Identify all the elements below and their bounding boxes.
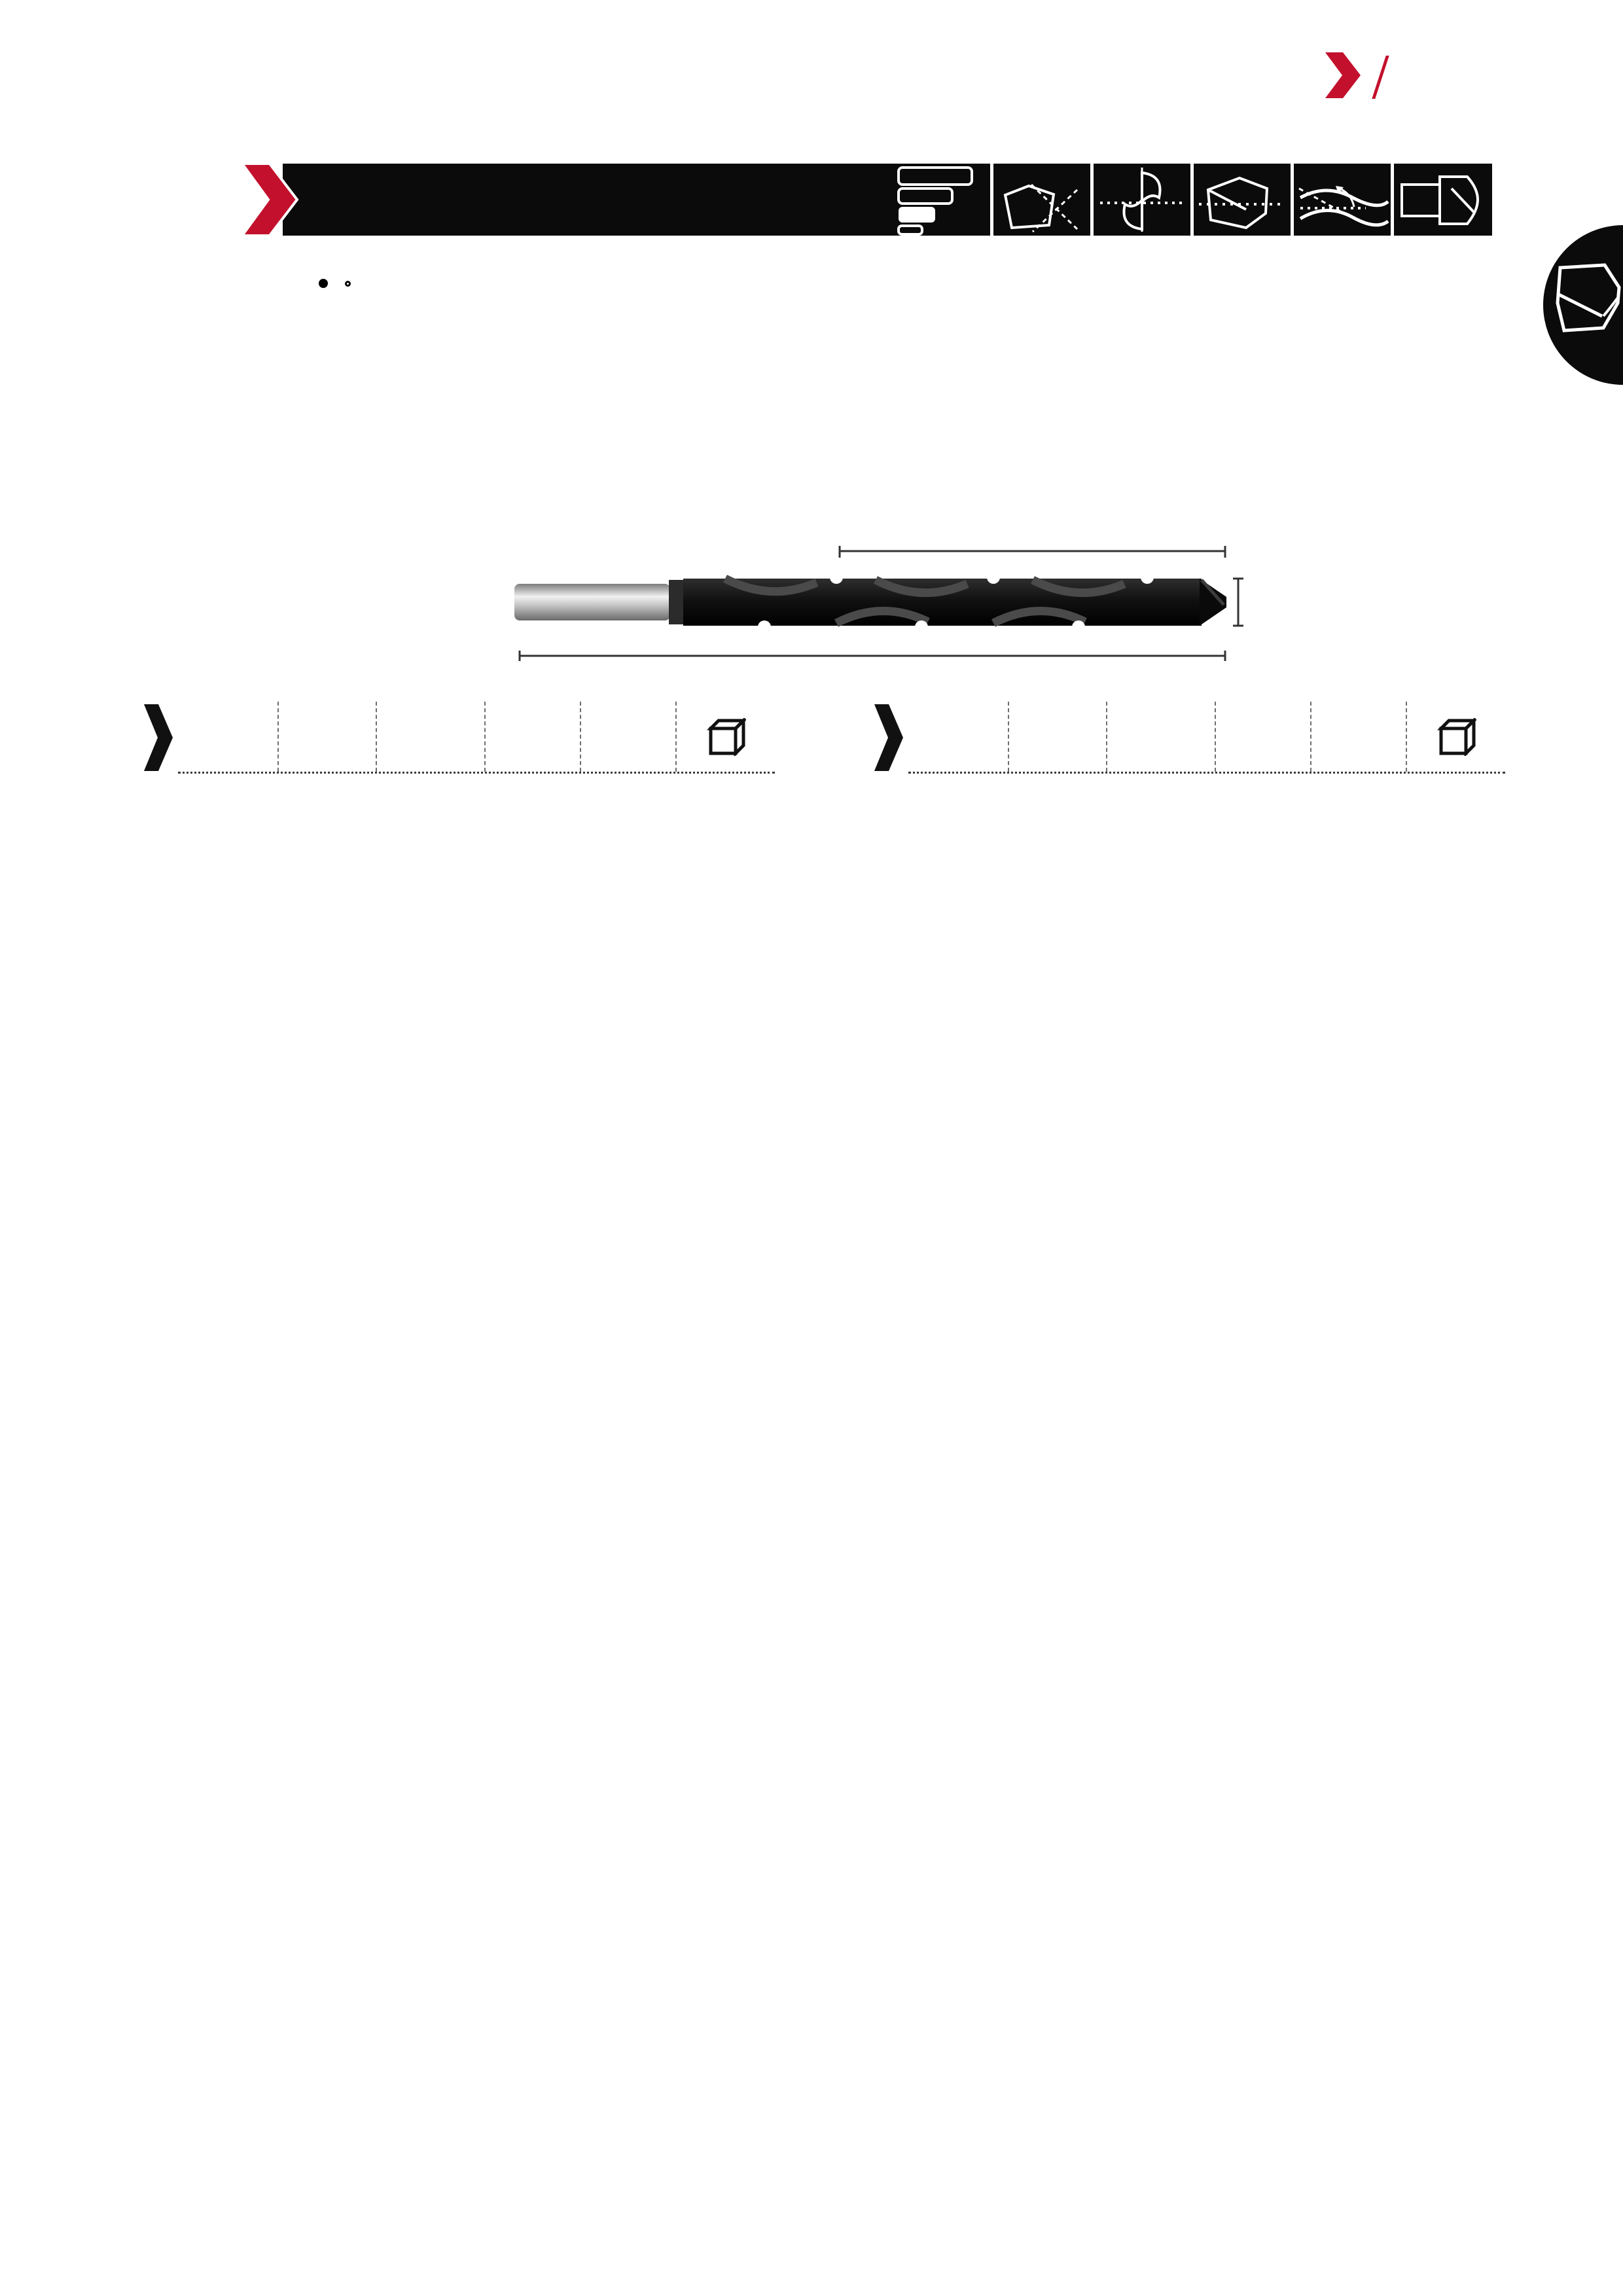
col-header-pack [675,702,775,772]
col-header-flute-length [1310,702,1406,772]
col-header-price [1106,702,1215,772]
price-table-right-header [908,702,1505,774]
drill-shank [514,584,670,620]
col-header-flute-length [580,702,675,772]
col-header-shank [277,702,376,772]
banner-arrow-icon [240,162,300,240]
col-header-total-length [484,702,580,772]
edge-tab-drill-icon [1542,224,1623,386]
hepyc-logo [1325,52,1390,101]
helix-angle-icon [1294,164,1391,236]
box-icon [1436,718,1476,756]
optimal-dot-icon [319,279,328,288]
drill-dimension-diagram [509,531,1255,682]
col-header-diameter [908,702,1008,772]
price-table-left [178,702,775,774]
table-chevron-icon [874,704,903,774]
point-angle-icon [993,164,1090,236]
box-icon [705,718,746,756]
col-header-diameter [178,702,277,772]
size-bars-icon [893,164,990,236]
cutting-data-table [208,255,1470,288]
price-table-right [908,702,1505,774]
col-header-pack [1406,702,1505,772]
alternative-ring-icon [345,281,351,287]
product-banner [283,164,1492,236]
banner-icon-strip [893,164,1491,236]
material-legend [0,2194,1623,2296]
shank-icon [1394,164,1491,236]
drill-point-icon [1194,164,1291,236]
price-table-left-header [178,702,775,774]
table-chevron-icon [144,704,173,774]
logo-slash [1372,56,1389,99]
cross-section-icon [1094,164,1190,236]
col-header-total-length [1215,702,1310,772]
logo-chevron-icon [1325,52,1361,101]
col-header-shank [1008,702,1106,772]
col-header-price [376,702,484,772]
vc-legend-note [313,279,1470,288]
